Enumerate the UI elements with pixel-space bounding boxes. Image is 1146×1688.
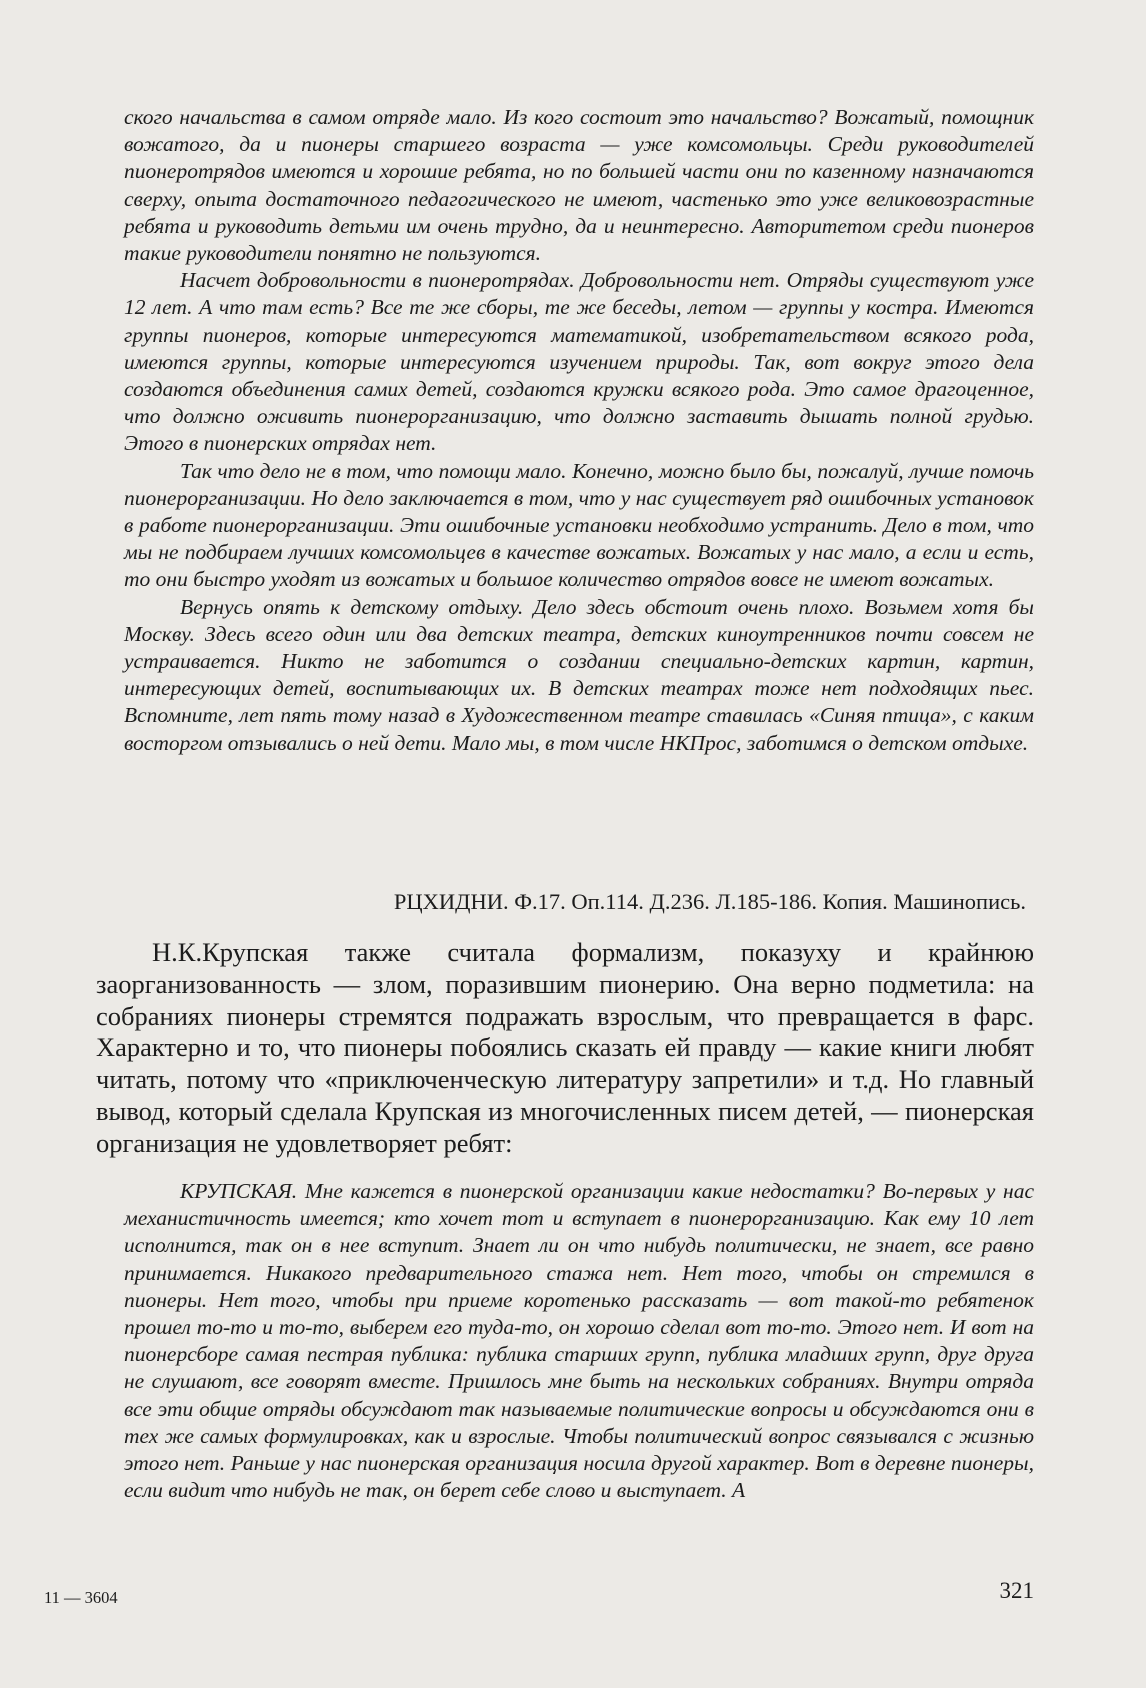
archive-citation: РЦХИДНИ. Ф.17. Оп.114. Д.236. Л.185-186. Копия. Машинопись. xyxy=(393,889,1026,914)
quote-paragraph: ского начальства в самом отряде мало. Из кого состоит это начальство? Вожатый, помощник вожатого, да и пионеры старшего возраста — уже комсомольцы. Среди руководителей пионеротрядов имеются и хорошие ребята, но по большей части они по казенному назначаются сверху, опыта достаточного педагогического не имеют, частенько это уже великовозрастные ребята и руководить детьми им очень трудно, да и неинтересно. Авторитетом среди пионеров такие руководители понятно не пользуются. xyxy=(124,105,1034,266)
quote-paragraph: Насчет добровольности в пионеротрядах. Добровольности нет. Отряды существуют уже 12 лет. А что там есть? Все те же сборы, те же беседы, летом — группы у костра. Имеются группы пионеров, которые интересуются математикой, изобретательством всякого рода, имеются группы, которые интересуются изучением природы. Так, вот вокруг этого дела создаются объединения самих детей, создаются кружки всякого рода. Это самое драгоценное, что должно оживить пионерорганизацию, что должно заставить дышать полной грудью. Этого в пионерских отрядах нет. xyxy=(124,268,1034,456)
page-number: 321 xyxy=(999,1578,1034,1603)
quote-text: Мне кажется в пионерской организации какие недостатки? Во-первых у нас механистичность имеется; кто хочет тот и вступает в пионерорганизацию. Как ему 10 лет исполнится, так он в нее вступит. Знает ли он что нибудь политически, не знает, все равно принимается. Никакого предварительного стажа нет. Нет того, чтобы он стремился в пионеры. Нет того, чтобы при приеме коротенько рассказать — вот такой-то ребятенок прошел то-то и то-то, выберем его туда-то, он хорошо сделал вот то-то. Этого нет. И вот на пионерсборе самая пестрая публика: публика старших групп, публика младших групп, друг друга не слушают, все говорят вместе. Пришлось мне быть на нескольких собраниях. Внутри отряда все эти общие отряды обсуждают так называемые политические вопросы и обсуждаются они в тех же самых формулировках, как и взрослые. Чтобы политический вопрос связывался с жизнью этого нет. Раньше у нас пионерская организация носила другой характер. Вот в деревне пионеры, если видит что нибудь не так, он берет себе слово и выступает. А xyxy=(124,1179,1035,1503)
quote-paragraph: Так что дело не в том, что помощи мало. Конечно, можно было бы, пожалуй, лучше помочь пионерорганизации. Но дело заключается в том, что у нас существует ряд ошибочных установок в работе пионерорганизации. Эти ошибочные установки необходимо устранить. Дело в том, что мы не подбираем лучших комсомольцев в качестве вожатых. Вожатых у нас мало, а если и есть, то они быстро уходят из вожатых и большое количество отрядов вовсе не имеют вожатых. xyxy=(124,458,1034,592)
krupskaya-quote-block xyxy=(124,1178,1034,1504)
quote-paragraph: Вернусь опять к детскому отдыху. Дело здесь обстоит очень плохо. Возьмем хотя бы Москву. Здесь всего один или два детских театра, детских киноутренников почти совсем не устраивается. Никто не заботится о создании специально-детских картин, картин, интересующих детей, воспитывающих их. В детских театрах тоже нет подходящих пьес. Вспомните, лет пять тому назад в Художественном театре ставилась «Синяя птица», с каким восторгом отзывались о ней дети. Мало мы, в том числе НКПрос, заботимся о детском отдыхе. xyxy=(124,594,1034,755)
main-paragraph: Н.К.Крупская также считала формализм, показуху и крайнюю заорганизованность — злом, поразившим пионерию. Она верно подметила: на собраниях пионеры стремятся подражать взрослым, что превращается в фарс. Характерно и то, что пионеры побоялись сказать ей правду — какие книги любят читать, потому что «приключенческую литературу запретили» и т.д. Но главный вывод, который сделала Крупская из многочисленных писем детей, — пионерская организация не удовлетворяет ребят: xyxy=(96,937,1034,1158)
printer-signature: 11 — 3604 xyxy=(44,1588,118,1607)
speaker-name: КРУПСКАЯ. xyxy=(180,1179,298,1203)
archival-quote-block xyxy=(124,104,1034,757)
